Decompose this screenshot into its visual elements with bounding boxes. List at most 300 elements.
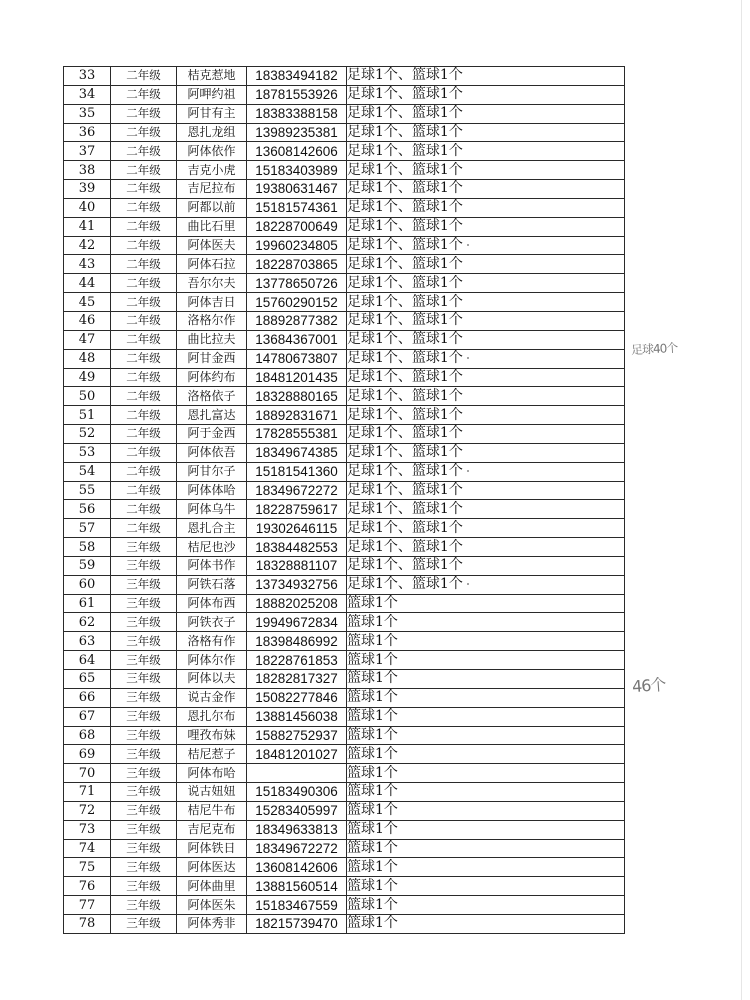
row-name-text: 恩扎富达: [187, 407, 236, 422]
row-item-text: 篮球1个: [347, 689, 398, 706]
table-row: [64, 349, 625, 368]
row-phone: [247, 67, 347, 86]
row-name: [177, 217, 247, 236]
row-grade: [111, 896, 177, 915]
row-item-text: 足球1个、篮球1个: [347, 519, 463, 536]
row-phone-text: 13684367001: [255, 332, 338, 348]
row-name: [177, 311, 247, 330]
row-item: [347, 613, 625, 632]
row-item-text: 篮球1个: [347, 632, 398, 649]
row-number-text: 44: [78, 275, 96, 291]
row-number: [64, 632, 111, 651]
table-row: [64, 255, 625, 274]
row-number-text: 75: [78, 859, 96, 875]
row-phone-text: 19302646115: [255, 520, 338, 536]
row-name-text: 阿于金西: [187, 426, 236, 441]
row-phone: [247, 556, 347, 575]
row-phone: [247, 783, 347, 802]
row-number-text: 48: [78, 351, 96, 367]
row-grade-text: 三年级: [126, 614, 161, 629]
row-number: [64, 801, 111, 820]
row-item: [347, 67, 625, 86]
row-phone-text: 19380631467: [255, 181, 338, 197]
row-phone-text: 18349672272: [255, 482, 338, 498]
row-name-text: 阿体以夫: [187, 671, 236, 686]
row-grade: [111, 613, 177, 632]
row-number-text: 65: [78, 671, 96, 687]
row-phone-text: 18398486992: [255, 633, 338, 649]
row-item: [347, 556, 625, 575]
row-name-text: 桔克惹地: [187, 68, 236, 83]
row-number-text: 73: [78, 822, 96, 838]
row-item-text: 足球1个、篮球1个: [347, 218, 463, 235]
row-number: [64, 914, 111, 933]
row-number: [64, 161, 111, 180]
row-grade: [111, 425, 177, 444]
row-phone-text: 15183490306: [255, 784, 338, 800]
row-grade-text: 二年级: [126, 294, 161, 309]
row-phone: [247, 123, 347, 142]
row-name: [177, 293, 247, 312]
table-row: [64, 556, 625, 575]
table-row: [64, 311, 625, 330]
row-phone-text: 18383388158: [255, 106, 338, 122]
row-number: [64, 707, 111, 726]
row-number-text: 64: [78, 652, 96, 668]
row-number-text: 68: [78, 727, 96, 743]
row-grade: [111, 820, 177, 839]
row-number: [64, 462, 111, 481]
row-number: [64, 293, 111, 312]
row-name-text: 阿体依吾: [187, 445, 236, 460]
row-item: [347, 500, 625, 519]
row-phone: [247, 500, 347, 519]
row-name-text: 哩孜布妹: [187, 727, 236, 742]
row-phone-text: 18282817327: [255, 671, 338, 687]
row-phone-text: 15183467559: [255, 897, 338, 913]
row-name: [177, 651, 247, 670]
row-grade-text: 二年级: [126, 482, 161, 497]
row-number: [64, 820, 111, 839]
row-name: [177, 481, 247, 500]
row-phone-text: 19949672834: [255, 614, 338, 630]
row-grade: [111, 85, 177, 104]
row-grade-text: 二年级: [126, 181, 161, 196]
row-number: [64, 839, 111, 858]
row-name-text: 恩扎龙组: [187, 124, 236, 139]
row-item: [347, 368, 625, 387]
table-row: [64, 330, 625, 349]
row-number: [64, 670, 111, 689]
row-name: [177, 443, 247, 462]
row-name-text: 阿体医夫: [187, 238, 236, 253]
row-grade: [111, 311, 177, 330]
row-grade: [111, 670, 177, 689]
handwritten-basketball-total: 46个: [631, 674, 667, 697]
row-number: [64, 311, 111, 330]
row-item-text: 足球1个、篮球1个: [347, 387, 463, 404]
row-grade: [111, 538, 177, 557]
row-item-text: 篮球1个: [347, 708, 398, 725]
row-name: [177, 519, 247, 538]
row-item-text: 足球1个、篮球1个: [347, 500, 463, 517]
row-phone: [247, 406, 347, 425]
row-item-text: 篮球1个: [347, 726, 398, 743]
row-item-text: 足球1个、篮球1个: [347, 425, 463, 442]
row-name: [177, 707, 247, 726]
row-grade: [111, 217, 177, 236]
row-item: [347, 406, 625, 425]
row-name-text: 阿体约布: [187, 369, 236, 384]
row-name-text: 曲比石里: [187, 219, 236, 234]
row-grade: [111, 368, 177, 387]
row-name: [177, 387, 247, 406]
row-name-text: 曲比拉夫: [187, 332, 236, 347]
pencil-tick-mark: [467, 357, 469, 359]
row-name-text: 阿呷约祖: [187, 87, 236, 102]
row-item: [347, 820, 625, 839]
row-phone-text: 18328881107: [255, 558, 338, 574]
row-item: [347, 764, 625, 783]
row-number: [64, 500, 111, 519]
row-grade: [111, 198, 177, 217]
row-number-text: 56: [78, 501, 96, 517]
row-phone: [247, 839, 347, 858]
row-grade: [111, 462, 177, 481]
row-grade-text: 二年级: [126, 68, 161, 83]
row-number-text: 41: [78, 219, 96, 235]
table-row: [64, 274, 625, 293]
row-phone-text: 18349672272: [255, 841, 338, 857]
row-grade-text: 三年级: [126, 690, 161, 705]
row-name-text: 阿甘尔子: [187, 464, 236, 479]
row-grade-text: 二年级: [126, 219, 161, 234]
row-phone: [247, 726, 347, 745]
table-row: [64, 914, 625, 933]
row-item: [347, 274, 625, 293]
table-row: [64, 236, 625, 255]
row-number-text: 50: [78, 388, 96, 404]
row-phone: [247, 387, 347, 406]
row-item-text: 足球1个、篮球1个: [347, 312, 463, 329]
row-number-text: 43: [78, 256, 96, 272]
row-number: [64, 217, 111, 236]
row-number: [64, 387, 111, 406]
row-item-text: 足球1个、篮球1个: [347, 67, 463, 84]
row-name-text: 恩扎合主: [187, 520, 236, 535]
row-phone: [247, 274, 347, 293]
row-grade-text: 二年级: [126, 313, 161, 328]
row-phone-text: 18328880165: [255, 388, 338, 404]
table-row: [64, 651, 625, 670]
row-item-text: 篮球1个: [347, 802, 398, 819]
row-phone: [247, 255, 347, 274]
row-item-text: 足球1个、篮球1个: [347, 180, 463, 197]
row-grade: [111, 726, 177, 745]
row-item-text: 足球1个、篮球1个: [347, 255, 463, 272]
row-grade: [111, 180, 177, 199]
row-grade: [111, 255, 177, 274]
row-number: [64, 85, 111, 104]
row-phone: [247, 670, 347, 689]
row-phone: [247, 820, 347, 839]
row-grade-text: 三年级: [126, 765, 161, 780]
row-item: [347, 783, 625, 802]
row-phone: [247, 425, 347, 444]
row-phone: [247, 217, 347, 236]
row-grade: [111, 519, 177, 538]
row-number: [64, 764, 111, 783]
row-number-text: 52: [78, 426, 96, 442]
row-number: [64, 594, 111, 613]
row-number-text: 77: [78, 897, 96, 913]
row-grade: [111, 801, 177, 820]
row-item: [347, 594, 625, 613]
row-phone-text: 17828555381: [255, 426, 338, 442]
row-item-text: 足球1个、篮球1个: [347, 350, 463, 367]
row-name: [177, 820, 247, 839]
row-number-text: 70: [78, 765, 96, 781]
table-row: [64, 142, 625, 161]
row-item: [347, 198, 625, 217]
row-grade-text: 三年级: [126, 803, 161, 818]
row-phone: [247, 707, 347, 726]
row-name: [177, 406, 247, 425]
row-name-text: 阿体医朱: [187, 897, 236, 912]
row-item-text: 篮球1个: [347, 595, 398, 612]
row-number-text: 33: [78, 68, 96, 84]
row-phone-text: 15882752937: [255, 727, 338, 743]
row-name: [177, 67, 247, 86]
row-number: [64, 406, 111, 425]
row-grade-text: 二年级: [126, 106, 161, 121]
table-row: [64, 387, 625, 406]
row-number: [64, 745, 111, 764]
pencil-tick-mark: [467, 244, 469, 246]
row-name-text: 吉尼克布: [187, 822, 236, 837]
row-number-text: 34: [78, 87, 96, 103]
row-phone-text: 18383494182: [255, 68, 338, 84]
row-grade: [111, 406, 177, 425]
row-grade: [111, 632, 177, 651]
row-grade: [111, 387, 177, 406]
row-name: [177, 839, 247, 858]
row-item: [347, 142, 625, 161]
table-row: [64, 745, 625, 764]
row-item: [347, 839, 625, 858]
row-name: [177, 500, 247, 519]
row-name: [177, 104, 247, 123]
row-name-text: 洛格有作: [187, 633, 236, 648]
row-grade: [111, 481, 177, 500]
row-number: [64, 104, 111, 123]
row-number-text: 71: [78, 784, 96, 800]
row-name: [177, 726, 247, 745]
row-name-text: 说古金作: [187, 690, 236, 705]
row-name-text: 洛格依子: [187, 388, 236, 403]
row-phone-text: 18481201435: [255, 369, 338, 385]
row-name: [177, 274, 247, 293]
row-name-text: 阿体吉日: [187, 294, 236, 309]
row-item: [347, 688, 625, 707]
row-number-text: 35: [78, 106, 96, 122]
row-number: [64, 443, 111, 462]
row-number-text: 59: [78, 558, 96, 574]
row-phone: [247, 481, 347, 500]
row-phone: [247, 877, 347, 896]
row-number-text: 78: [78, 916, 96, 932]
row-phone: [247, 594, 347, 613]
row-name: [177, 85, 247, 104]
table-row: [64, 613, 625, 632]
row-item-text: 足球1个、篮球1个: [347, 463, 463, 480]
row-grade-text: 二年级: [126, 238, 161, 253]
row-phone-text: 13989235381: [255, 124, 338, 140]
row-phone: [247, 85, 347, 104]
row-phone-text: 18349633813: [255, 822, 338, 838]
row-grade-text: 二年级: [126, 464, 161, 479]
row-item-text: 篮球1个: [347, 915, 398, 932]
row-name: [177, 764, 247, 783]
row-phone: [247, 519, 347, 538]
row-number: [64, 858, 111, 877]
row-phone: [247, 801, 347, 820]
row-grade-text: 三年级: [126, 878, 161, 893]
row-item-text: 篮球1个: [347, 896, 398, 913]
row-item: [347, 707, 625, 726]
row-grade: [111, 877, 177, 896]
row-grade-text: 二年级: [126, 332, 161, 347]
row-number-text: 38: [78, 162, 96, 178]
row-item-text: 足球1个、篮球1个: [347, 331, 463, 348]
row-name-text: 阿甘有主: [187, 106, 236, 121]
row-item-text: 篮球1个: [347, 670, 398, 687]
row-number: [64, 274, 111, 293]
row-item-text: 足球1个、篮球1个: [347, 161, 463, 178]
row-number: [64, 142, 111, 161]
row-grade: [111, 500, 177, 519]
row-number: [64, 368, 111, 387]
row-name-text: 恩扎尔布: [187, 709, 236, 724]
row-name-text: 阿体尔作: [187, 652, 236, 667]
table-row: [64, 500, 625, 519]
row-grade: [111, 104, 177, 123]
row-number-text: 54: [78, 464, 96, 480]
row-grade: [111, 764, 177, 783]
row-phone: [247, 632, 347, 651]
row-number-text: 63: [78, 633, 96, 649]
row-number-text: 39: [78, 181, 96, 197]
row-number: [64, 349, 111, 368]
table-body: [64, 67, 625, 934]
row-name: [177, 745, 247, 764]
row-name-text: 说古妞妞: [187, 784, 236, 799]
row-grade: [111, 783, 177, 802]
row-grade-text: 三年级: [126, 652, 161, 667]
row-number: [64, 67, 111, 86]
row-name: [177, 632, 247, 651]
table-row: [64, 293, 625, 312]
row-name-text: 阿铁石落: [187, 577, 236, 592]
row-phone-text: 18882025208: [255, 596, 338, 612]
table-row: [64, 820, 625, 839]
row-grade-text: 二年级: [126, 200, 161, 215]
row-grade: [111, 594, 177, 613]
row-grade-text: 二年级: [126, 388, 161, 403]
row-name-text: 桔尼惹子: [187, 746, 236, 761]
row-item: [347, 858, 625, 877]
row-phone: [247, 349, 347, 368]
row-number-text: 66: [78, 690, 96, 706]
row-item: [347, 311, 625, 330]
row-phone: [247, 236, 347, 255]
row-phone: [247, 104, 347, 123]
row-name-text: 洛格尔作: [187, 313, 236, 328]
row-number-text: 53: [78, 445, 96, 461]
row-number: [64, 877, 111, 896]
row-name: [177, 142, 247, 161]
row-name: [177, 255, 247, 274]
row-item-text: 篮球1个: [347, 745, 398, 762]
row-grade: [111, 349, 177, 368]
row-phone-text: 13881456038: [255, 709, 338, 725]
table-row: [64, 538, 625, 557]
row-item: [347, 914, 625, 933]
row-number-text: 57: [78, 520, 96, 536]
row-phone-text: 13881560514: [255, 878, 338, 894]
table-row: [64, 462, 625, 481]
row-grade: [111, 330, 177, 349]
row-phone: [247, 858, 347, 877]
row-number-text: 51: [78, 407, 96, 423]
row-item: [347, 255, 625, 274]
pencil-tick-mark: [467, 583, 469, 585]
row-number-text: 49: [78, 369, 96, 385]
row-item-text: 足球1个、篮球1个: [347, 199, 463, 216]
table-row: [64, 85, 625, 104]
row-grade-text: 三年级: [126, 746, 161, 761]
row-name-text: 阿都以前: [187, 200, 236, 215]
row-item: [347, 443, 625, 462]
row-item-text: 足球1个、篮球1个: [347, 123, 463, 140]
row-grade-text: 二年级: [126, 426, 161, 441]
row-number: [64, 556, 111, 575]
row-grade: [111, 745, 177, 764]
row-grade-text: 三年级: [126, 633, 161, 648]
row-phone: [247, 688, 347, 707]
row-item-text: 足球1个、篮球1个: [347, 142, 463, 159]
row-item-text: 篮球1个: [347, 840, 398, 857]
row-phone: [247, 651, 347, 670]
row-name: [177, 330, 247, 349]
row-grade-text: 二年级: [126, 87, 161, 102]
row-phone-text: 15283405997: [255, 803, 338, 819]
row-grade-text: 二年级: [126, 520, 161, 535]
row-name: [177, 462, 247, 481]
row-phone-text: 13608142606: [255, 859, 338, 875]
row-phone: [247, 293, 347, 312]
row-grade: [111, 651, 177, 670]
row-number: [64, 688, 111, 707]
row-item: [347, 575, 625, 594]
row-grade-text: 三年级: [126, 822, 161, 837]
row-phone-text: 15181541360: [255, 464, 338, 480]
row-name: [177, 801, 247, 820]
row-phone-text: 18215739470: [255, 916, 338, 932]
table-row: [64, 801, 625, 820]
row-phone: [247, 311, 347, 330]
row-phone: [247, 764, 347, 783]
